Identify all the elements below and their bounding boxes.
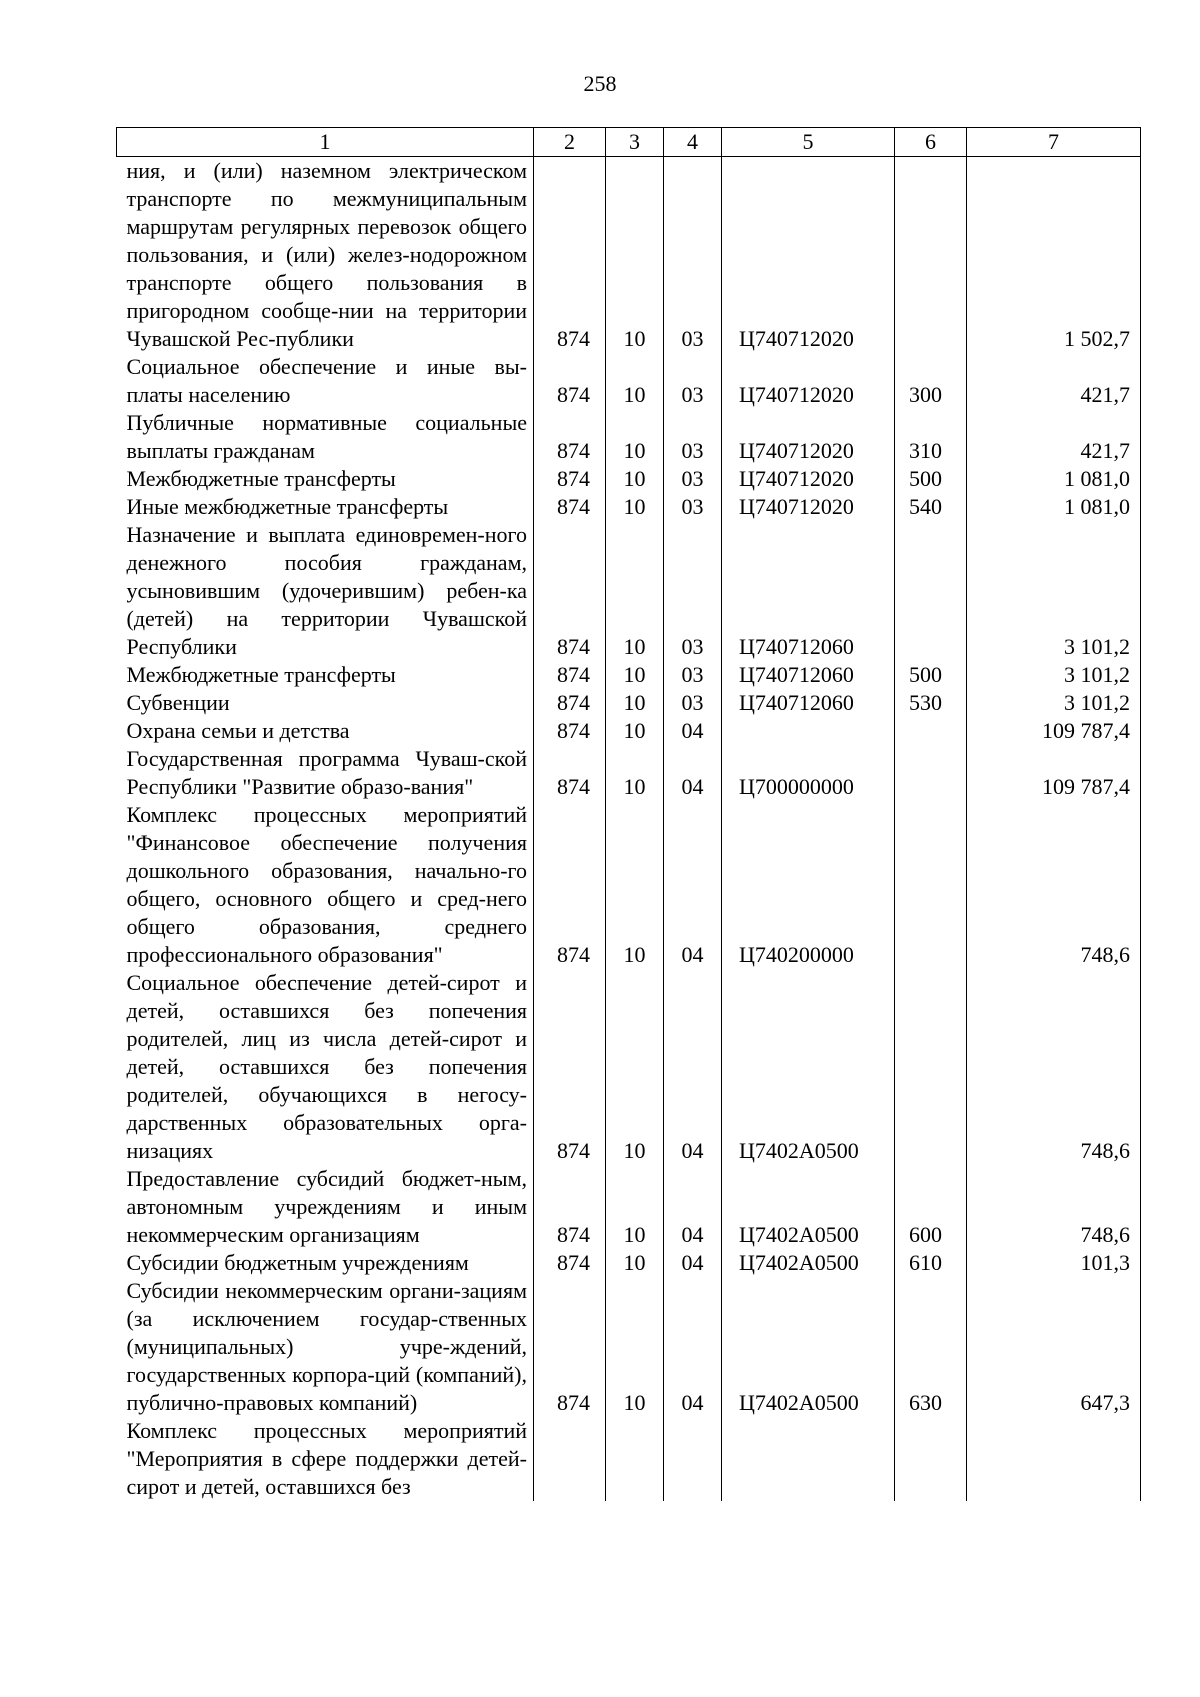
amount — [967, 1417, 1141, 1501]
item-name: Комплекс процессных мероприятий "Финансовое обеспечение получения дошкольного образования, начально-го общего, основного общего и сред-него общего образования, среднего профессионального образования" — [126, 802, 527, 967]
subsection-code — [664, 1417, 722, 1501]
target-article-code: Ц7402А0500 — [722, 1165, 895, 1249]
expense-type-code — [895, 801, 967, 969]
item-name: Социальное обеспечение и иные вы-платы населению — [126, 354, 527, 407]
section-code: 10 — [606, 157, 664, 354]
target-article-code: Ц740712020 — [722, 157, 895, 354]
expense-type-code: 310 — [895, 409, 967, 465]
amount: 3 101,2 — [967, 661, 1141, 689]
subsection-code: 03 — [664, 465, 722, 493]
table-row — [117, 409, 1141, 465]
expense-type-code: 540 — [895, 493, 967, 521]
table-row — [117, 521, 1141, 661]
amount: 748,6 — [967, 969, 1141, 1165]
item-name: Публичные нормативные социальные выплаты гражданам — [126, 410, 527, 463]
page-number: 258 — [583, 71, 617, 96]
target-article-code: Ц740712020 — [722, 409, 895, 465]
subsection-code: 03 — [664, 353, 722, 409]
header-col-6: 6 — [895, 128, 967, 157]
section-code: 10 — [606, 661, 664, 689]
ministry-code: 874 — [534, 1165, 606, 1249]
ministry-code: 874 — [534, 745, 606, 801]
table-row — [117, 801, 1141, 969]
ministry-code: 874 — [534, 465, 606, 493]
table-body — [117, 157, 1141, 1502]
table-row — [117, 1165, 1141, 1249]
section-code: 10 — [606, 409, 664, 465]
item-name: Комплекс процессных мероприятий "Мероприятия в сфере поддержки детей-сирот и детей, оставшихся без — [126, 1418, 527, 1499]
expense-type-code: 530 — [895, 689, 967, 717]
expense-type-code — [895, 1417, 967, 1501]
expense-type-code: 610 — [895, 1249, 967, 1277]
expense-type-code — [895, 717, 967, 745]
expense-type-code — [895, 969, 967, 1165]
section-code: 10 — [606, 1277, 664, 1417]
amount: 748,6 — [967, 801, 1141, 969]
section-code: 10 — [606, 493, 664, 521]
section-code: 10 — [606, 689, 664, 717]
expense-type-code — [895, 745, 967, 801]
ministry-code: 874 — [534, 1277, 606, 1417]
section-code: 10 — [606, 801, 664, 969]
target-article-code: Ц740712060 — [722, 521, 895, 661]
table-row — [117, 969, 1141, 1165]
ministry-code — [534, 1417, 606, 1501]
ministry-code: 874 — [534, 801, 606, 969]
subsection-code: 03 — [664, 157, 722, 354]
header-col-5: 5 — [722, 128, 895, 157]
expense-type-code: 500 — [895, 661, 967, 689]
ministry-code: 874 — [534, 661, 606, 689]
subsection-code: 03 — [664, 409, 722, 465]
ministry-code: 874 — [534, 1249, 606, 1277]
table-row — [117, 1417, 1141, 1501]
ministry-code: 874 — [534, 689, 606, 717]
table-row — [117, 689, 1141, 717]
section-code: 10 — [606, 353, 664, 409]
ministry-code: 874 — [534, 969, 606, 1165]
expense-type-code: 500 — [895, 465, 967, 493]
section-code: 10 — [606, 465, 664, 493]
expense-type-code: 300 — [895, 353, 967, 409]
table-row — [117, 353, 1141, 409]
item-name: ния, и (или) наземном электрическом транспорте по межмуниципальным маршрутам регулярных перевозок общего пользования, и (или) желез-нодорожном транспорте общего пользования в пригородном сообще-нии на территории Чувашской Рес-публики — [126, 158, 527, 351]
amount: 1 081,0 — [967, 465, 1141, 493]
table-row — [117, 157, 1141, 354]
subsection-code: 04 — [664, 801, 722, 969]
section-code: 10 — [606, 717, 664, 745]
item-name: Субсидии бюджетным учреждениям — [126, 1250, 469, 1275]
amount: 1 502,7 — [967, 157, 1141, 354]
item-name: Охрана семьи и детства — [126, 718, 350, 743]
item-name: Межбюджетные трансферты — [126, 662, 396, 687]
expense-type-code: 600 — [895, 1165, 967, 1249]
subsection-code: 03 — [664, 661, 722, 689]
amount: 101,3 — [967, 1249, 1141, 1277]
header-col-2: 2 — [534, 128, 606, 157]
item-name: Субсидии некоммерческим органи-зациям (за исключением государ-ственных (муниципальных) учре-ждений, государственных корпора-ций (компаний), публично-правовых компаний) — [126, 1278, 527, 1415]
expense-type-code — [895, 157, 967, 354]
header-row — [117, 128, 1141, 157]
target-article-code: Ц740712060 — [722, 661, 895, 689]
amount: 109 787,4 — [967, 717, 1141, 745]
subsection-code: 04 — [664, 1277, 722, 1417]
item-name: Государственная программа Чуваш-ской Республики "Развитие образо-вания" — [126, 746, 527, 799]
ministry-code: 874 — [534, 157, 606, 354]
table-row — [117, 1249, 1141, 1277]
subsection-code: 04 — [664, 745, 722, 801]
amount: 1 081,0 — [967, 493, 1141, 521]
table-row — [117, 1277, 1141, 1417]
subsection-code: 03 — [664, 493, 722, 521]
section-code: 10 — [606, 1249, 664, 1277]
expense-type-code: 630 — [895, 1277, 967, 1417]
target-article-code: Ц740200000 — [722, 801, 895, 969]
header-col-1: 1 — [117, 128, 534, 157]
amount: 3 101,2 — [967, 689, 1141, 717]
section-code: 10 — [606, 521, 664, 661]
subsection-code: 04 — [664, 717, 722, 745]
amount: 421,7 — [967, 353, 1141, 409]
subsection-code: 04 — [664, 1249, 722, 1277]
amount: 647,3 — [967, 1277, 1141, 1417]
target-article-code: Ц740712060 — [722, 689, 895, 717]
ministry-code: 874 — [534, 493, 606, 521]
table-row — [117, 745, 1141, 801]
amount: 109 787,4 — [967, 745, 1141, 801]
section-code: 10 — [606, 745, 664, 801]
amount: 748,6 — [967, 1165, 1141, 1249]
item-name: Назначение и выплата единовремен-ного денежного пособия гражданам, усыновившим (удочерившим) ребен-ка (детей) на территории Чувашской Республики — [126, 522, 527, 659]
target-article-code: Ц700000000 — [722, 745, 895, 801]
amount: 3 101,2 — [967, 521, 1141, 661]
table-header — [117, 128, 1141, 157]
target-article-code — [722, 717, 895, 745]
target-article-code: Ц740712020 — [722, 353, 895, 409]
table-row — [117, 493, 1141, 521]
header-col-4: 4 — [664, 128, 722, 157]
section-code — [606, 1417, 664, 1501]
ministry-code: 874 — [534, 717, 606, 745]
target-article-code: Ц7402А0500 — [722, 969, 895, 1165]
subsection-code: 03 — [664, 521, 722, 661]
item-name: Предоставление субсидий бюджет-ным, автономным учреждениям и иным некоммерческим организациям — [126, 1166, 527, 1247]
table-row — [117, 717, 1141, 745]
ministry-code: 874 — [534, 409, 606, 465]
expense-type-code — [895, 521, 967, 661]
ministry-code: 874 — [534, 521, 606, 661]
subsection-code: 03 — [664, 689, 722, 717]
header-col-7: 7 — [967, 128, 1141, 157]
table-row — [117, 465, 1141, 493]
target-article-code: Ц740712020 — [722, 465, 895, 493]
subsection-code: 04 — [664, 1165, 722, 1249]
ministry-code: 874 — [534, 353, 606, 409]
table-row — [117, 661, 1141, 689]
amount: 421,7 — [967, 409, 1141, 465]
target-article-code — [722, 1417, 895, 1501]
section-code: 10 — [606, 1165, 664, 1249]
target-article-code: Ц7402А0500 — [722, 1277, 895, 1417]
header-col-3: 3 — [606, 128, 664, 157]
section-code: 10 — [606, 969, 664, 1165]
item-name: Межбюджетные трансферты — [126, 466, 396, 491]
target-article-code: Ц740712020 — [722, 493, 895, 521]
subsection-code: 04 — [664, 969, 722, 1165]
item-name: Иные межбюджетные трансферты — [126, 494, 449, 519]
target-article-code: Ц7402А0500 — [722, 1249, 895, 1277]
item-name: Субвенции — [126, 690, 230, 715]
budget-table — [116, 127, 1141, 1501]
item-name: Социальное обеспечение детей-сирот и детей, оставшихся без попечения родителей, лиц из числа детей-сирот и детей, оставшихся без попечения родителей, обучающихся в негосу-дарственных образовательных орга-низациях — [126, 970, 527, 1163]
